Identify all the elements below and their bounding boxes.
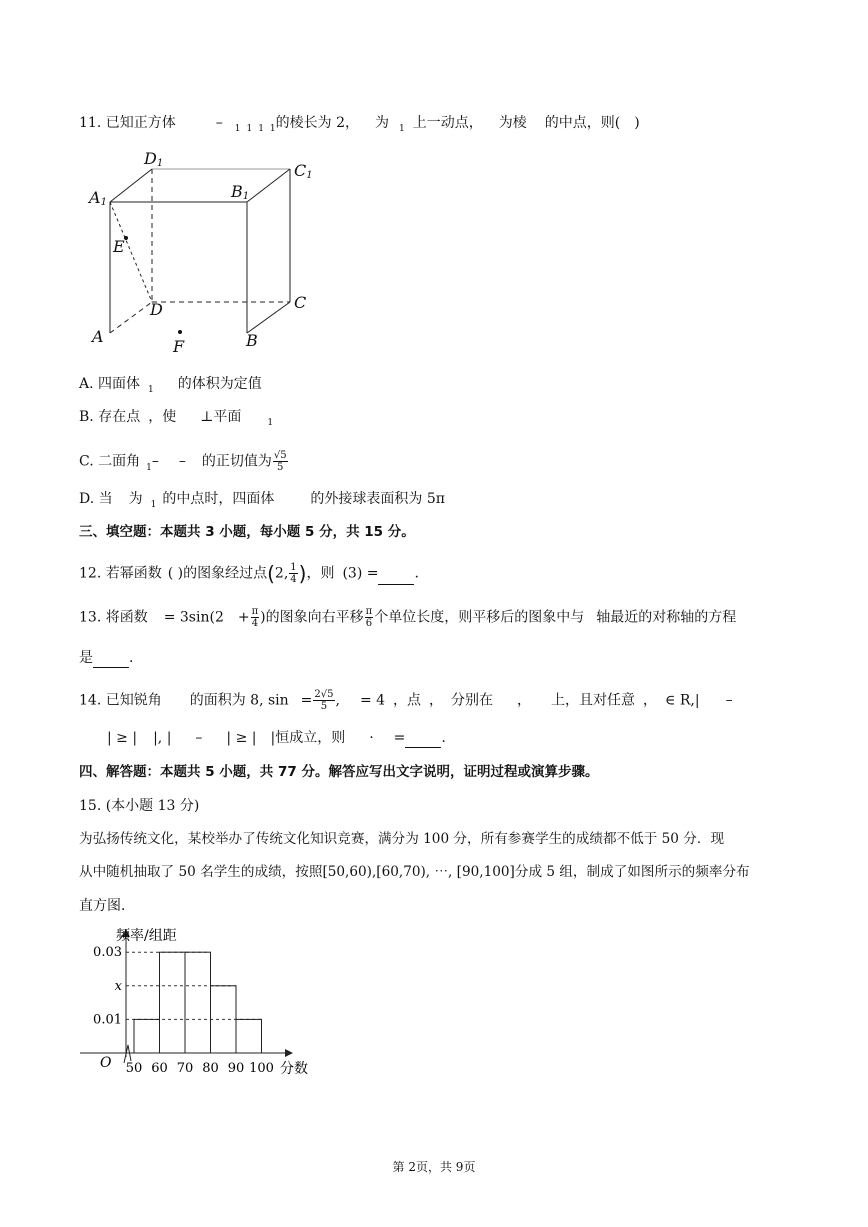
q12-paren-open: ( [267,561,275,586]
q11-stem-c: 为 [375,115,390,131]
option-b-sub: 1 [267,418,274,428]
q14-line2-a: | ≥ | [107,730,138,746]
option-d-pre: D. 当 [79,491,113,507]
q12-mid: 的图象经过点 [183,565,268,582]
option-c-dash: – [178,453,186,470]
section-3-heading: 三、填空题：本题共 3 小题，每小题 5 分，共 15 分。 [79,524,415,540]
q15-paragraph-2: 从中随机抽取了 50 名学生的成绩，按照[50,60),[60,70), ⋯, [90,100]分成 5 组，制成了如图所示的频率分布 [79,864,750,880]
label-d: D [150,300,163,319]
q14-mid2: ，点 [393,692,422,709]
histogram-bar [236,1019,262,1053]
q14-mid7: ， [643,692,658,709]
label-c: C [294,293,307,312]
q14-mid4: 分别在 [451,692,494,709]
q15-paragraph-3: 直方图． [79,898,135,914]
x-tick-label: 90 [227,1061,245,1076]
q11-stem-f: 的中点，则( ) [544,115,640,131]
y-axis-label: 频率/组距 [116,928,177,944]
q14-minus: – [725,692,733,709]
x-tick-label: 50 [125,1061,143,1076]
page-footer: 第 2页，共 9页 [392,1160,476,1174]
q12 [79,562,419,585]
option-a-post: 的体积为定值 [177,376,262,392]
q14-answer-blank[interactable] [405,733,441,748]
option-d-post1: 的中点时，四面体 [162,491,275,507]
option-d-post2: 的外接球表面积为 5π [310,491,445,507]
q14-bar: | [694,692,700,709]
q12-fraction: $\frac{1}{4}$ [290,562,297,585]
edge-bc [247,302,290,333]
q14-fraction: $\frac{2√5}{5}$ [314,689,334,712]
origin-label: O [100,1055,112,1071]
q11-sub: 1 [258,124,264,134]
q13-eq: = 3sin(2 [163,609,224,626]
option-c-dash: – [151,453,159,470]
q12-eval: (3) = [342,565,379,582]
option-a-sub: 1 [148,385,154,395]
q14-in-r: ∈ R, [665,692,695,709]
q11-stem-d: 上一动点， [412,115,483,131]
q11-sub: 1 [246,124,253,134]
q13-line2-text: 是 [79,650,93,666]
q12-post: ，则 [306,565,335,582]
x-axis-label: 分数 [280,1061,308,1077]
option-d-sub: 1 [150,500,157,510]
q14-line1 [79,689,733,712]
x-tick-label: 70 [176,1061,194,1076]
q13-mid: )的图象向右平移 [260,609,364,626]
label-d1: D1 [144,149,164,169]
y-tick-label: 0.03 [93,945,122,961]
y-tick-label: x [114,978,122,994]
q14-pre: 14. 已知锐角 [79,692,162,709]
q14-mid3: ， [429,692,444,709]
q13-post2: 轴最近的对称轴的方程 [596,609,737,626]
edge-b1c1 [247,169,290,202]
cube-figure [80,145,340,360]
q12-paren-close: ) [298,561,307,586]
edge-a1d1 [110,169,152,202]
label-b1: B1 [231,182,250,202]
option-b-pre: B. 存在点 [79,409,141,425]
q14-line2-d: | ≥ | [226,730,257,746]
option-c-sub: 1 [146,462,152,473]
q14-mid1: 的面积为 8, sin [189,692,289,709]
histogram-bar [134,1019,160,1053]
y-tick-label: 0.01 [93,1012,122,1028]
q14-eq3: = [393,730,406,746]
q11-stem-b: 的棱长为 2， [275,115,360,131]
label-e: E [113,237,125,256]
q12-answer-blank[interactable] [378,570,414,585]
q13-fraction-2: $\frac{\pi}{6}$ [365,606,373,629]
label-b: B [246,331,258,350]
label-a: A [92,327,104,346]
q11-option-b [79,407,273,429]
q12-end: . [414,565,419,582]
q11-option-c [79,450,289,474]
q14-line2-b: |, | [153,730,172,746]
label-c1: C1 [294,161,313,181]
frequency-histogram [70,925,320,1083]
q11-stem [79,113,640,135]
q15-paragraph-1: 为弘扬传统文化，某校举办了传统文化知识竞赛，满分为 100 分，所有参赛学生的成绩都不低于 50 分．现 [79,831,725,847]
option-b-perp: ⊥平面 [200,409,242,425]
q14-dot: · [369,730,374,746]
q11-stem-a: 11. 已知正方体 [79,115,176,131]
q13-pre: 13. 将函数 [79,609,148,626]
q14-eq2: = 4 [359,692,386,709]
option-b-mid: ，使 [148,409,177,425]
q13-plus: + [237,609,250,626]
q11-sub: 1 [269,124,276,134]
x-tick-label: 100 [249,1061,274,1076]
q14-line2 [107,728,446,748]
q14-comma: , [335,692,340,709]
q14-mid5: ， [517,692,532,709]
q11-stem-e: 为棱 [498,115,527,131]
option-a-pre: A. 四面体 [79,376,141,392]
edge-ad [110,302,152,333]
q12-pre: 12. 若幂函数 [79,565,162,582]
q13-end: . [129,650,134,666]
q15-heading: 15. (本小题 13 分) [79,798,200,814]
q14-eq1: = [300,692,313,709]
label-a1: A1 [89,188,107,208]
q12-paren: ( ) [167,565,184,582]
option-d-mid: 为 [128,491,143,507]
option-c-pre: C. 二面角 [79,453,141,470]
q14-end: . [441,730,446,746]
point-f [178,330,182,334]
x-tick-label: 60 [151,1061,168,1076]
q13-post: 个单位长度，则平移后的图象中与 [374,609,585,626]
q11-sub: 1 [399,124,405,134]
q13-fraction-1: $\frac{\pi}{4}$ [251,606,259,629]
q14-line2-c: – [195,730,203,746]
q13-line2 [79,648,133,668]
label-f: F [173,337,185,356]
histogram-bar [185,952,211,1053]
q11-dash: – [215,115,223,131]
x-axis-arrow [285,1049,293,1057]
histogram-bar [160,952,186,1053]
q14-mid6: 上，且对任意 [551,692,636,709]
q11-option-a [79,374,262,396]
q11-sub: 1 [234,124,241,134]
section-4-heading: 四、解答题：本题共 5 小题，共 77 分。解答应写出文字说明，证明过程或演算步骤。 [79,764,599,780]
q13-answer-blank[interactable] [93,653,129,668]
q11-option-d [79,489,445,511]
option-c-fraction: $\frac{√5}{5}$ [273,450,287,473]
q14-line2-e: |恒成立，则 [270,730,346,746]
x-tick-label: 80 [202,1061,219,1076]
q13-line1 [79,606,736,629]
q12-point: 2, [274,565,289,582]
option-c-post: 的正切值为 [201,453,272,470]
